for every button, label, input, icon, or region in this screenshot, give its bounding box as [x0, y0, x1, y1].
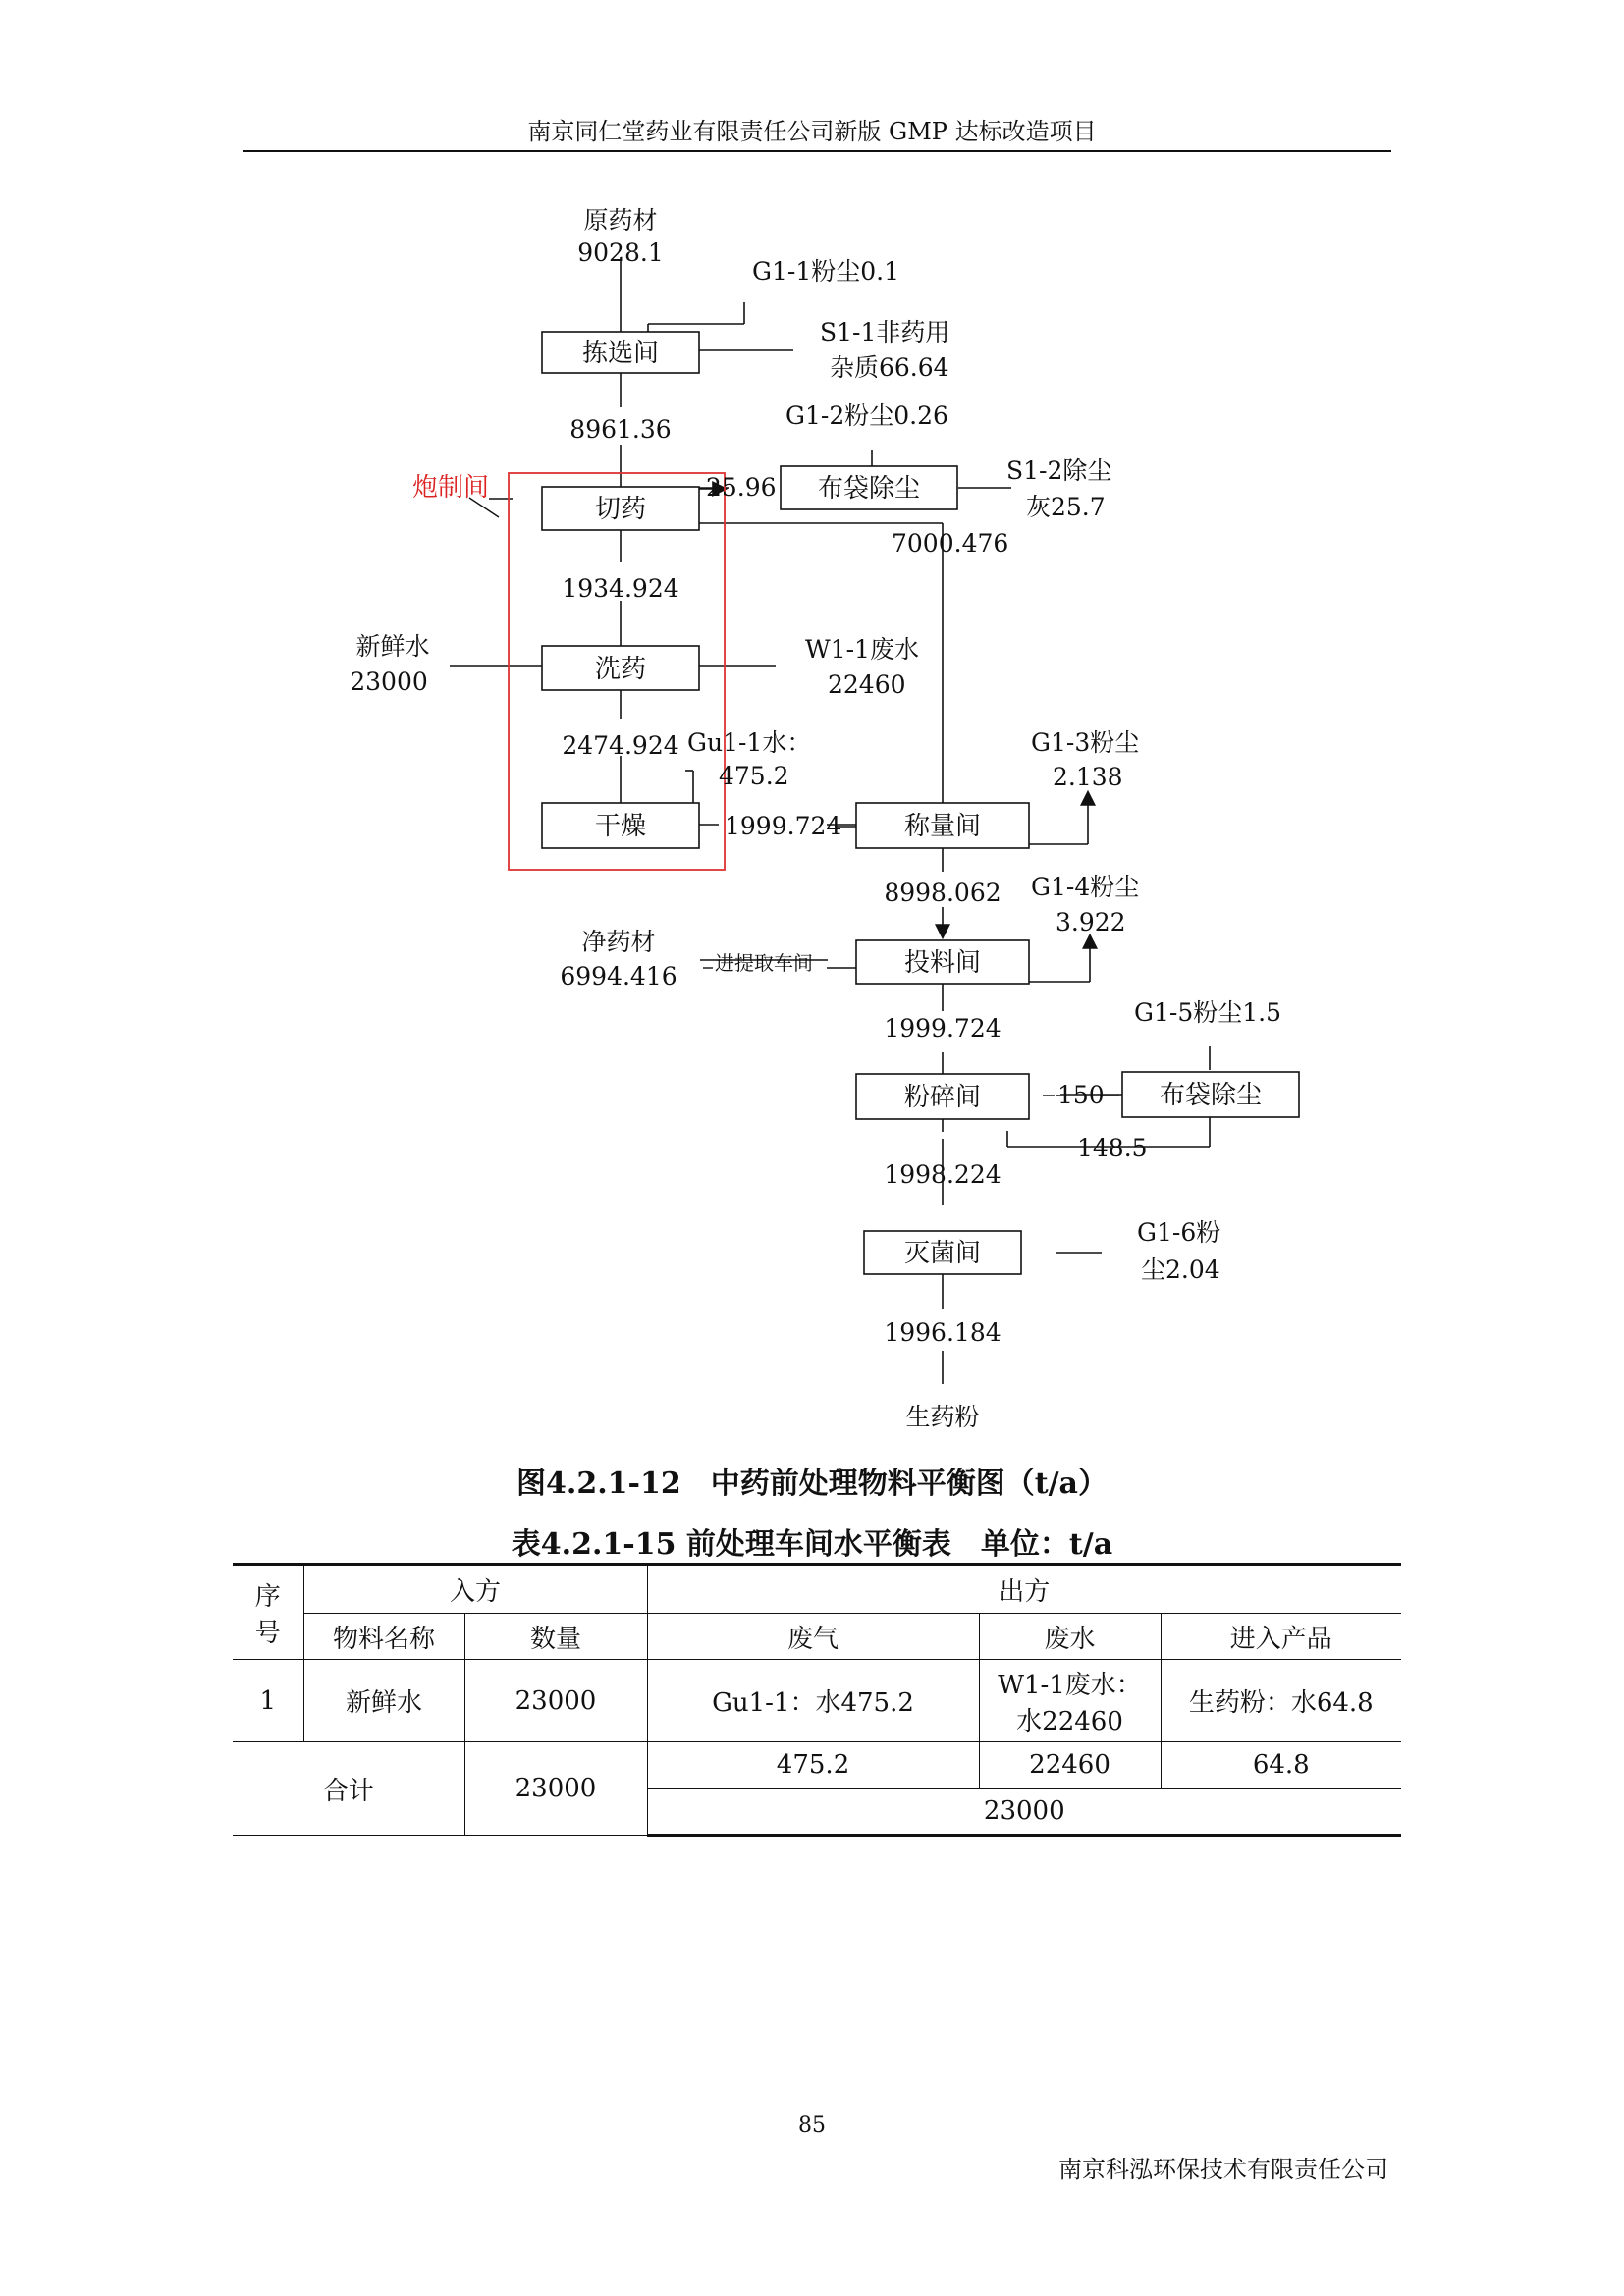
g1-5-label: G1-5粉尘1.5	[1134, 998, 1281, 1027]
clean-herb-label: 净药材	[581, 928, 656, 956]
output-header: 出方	[647, 1565, 1401, 1614]
row1-waste-gas: Gu1-1：水475.2	[647, 1660, 979, 1742]
washing-label: 洗药	[594, 655, 647, 684]
page-number: 85	[798, 2113, 826, 2138]
bag-filter-1-label: 布袋除尘	[817, 474, 921, 504]
total-waste-gas: 475.2	[647, 1742, 979, 1789]
g1-6-line1: G1-6粉	[1137, 1218, 1221, 1247]
fresh-water-label: 新鲜水	[355, 632, 430, 661]
flow-1999-b: 1999.724	[884, 1014, 1001, 1042]
row1-waste-water-cell	[979, 1660, 1161, 1742]
w1-1-line2: 22460	[828, 670, 906, 699]
row1-waste-water-line1: W1-1废水：	[998, 1670, 1142, 1700]
flow-148-5: 148.5	[1077, 1134, 1148, 1162]
flow-25-96: 25.96	[706, 473, 777, 502]
to-extraction-label: 进提取车间	[715, 951, 813, 975]
total-output: 23000	[647, 1789, 1401, 1836]
clean-herb-value: 6994.416	[560, 962, 677, 990]
g1-3-line1: G1-3粉尘	[1031, 728, 1140, 757]
row1-product: 生药粉：水64.8	[1161, 1660, 1401, 1742]
s1-2-line1: S1-2除尘	[1006, 456, 1112, 485]
s1-1-line2: 杂质66.64	[830, 353, 949, 382]
w1-1-line1: W1-1废水	[805, 635, 919, 664]
footer-company: 南京科泓环保技术有限责任公司	[1058, 2156, 1388, 2183]
input-header: 入方	[303, 1565, 647, 1614]
g1-4-line2: 3.922	[1056, 908, 1126, 936]
seq-header-cell	[233, 1565, 303, 1660]
row1-quantity: 23000	[464, 1660, 647, 1742]
flow-1999-a: 1999.724	[725, 812, 842, 840]
seq-header-line2: 号	[254, 1618, 281, 1648]
total-waste-water: 22460	[979, 1742, 1161, 1789]
quantity-header: 数量	[464, 1614, 647, 1660]
g1-2-label: G1-2粉尘0.26	[785, 401, 948, 430]
row1-seq: 1	[233, 1660, 303, 1742]
flow-1998: 1998.224	[884, 1160, 1001, 1189]
g1-3-line2: 2.138	[1053, 763, 1123, 791]
crushing-room-label: 粉碎间	[903, 1083, 982, 1112]
gu1-1-line1: Gu1-1水：	[687, 728, 812, 757]
flow-7000: 7000.476	[892, 529, 1009, 558]
g1-6-line2: 尘2.04	[1141, 1255, 1220, 1284]
row1-waste-water-line2: 水22460	[1016, 1706, 1123, 1736]
flow-8998: 8998.062	[884, 879, 1001, 907]
total-product: 64.8	[1161, 1742, 1401, 1789]
cutting-label: 切药	[594, 495, 647, 524]
seq-header-line1: 序	[254, 1581, 281, 1612]
bag-filter-2-label: 布袋除尘	[1159, 1081, 1263, 1110]
flow-8961: 8961.36	[569, 415, 672, 444]
output-label: 生药粉	[905, 1403, 980, 1431]
total-quantity: 23000	[464, 1742, 647, 1836]
table-caption: 表4.2.1-15 前处理车间水平衡表 单位：t/a	[511, 1527, 1113, 1562]
drying-label: 干燥	[594, 812, 647, 841]
figure-caption: 图4.2.1-12 中药前处理物料平衡图（t/a）	[516, 1467, 1108, 1501]
fresh-water-value: 23000	[350, 667, 428, 696]
water-balance-table	[233, 1563, 1401, 1837]
waste-gas-header: 废气	[647, 1614, 979, 1660]
feeding-room-label: 投料间	[903, 948, 982, 978]
flow-1996: 1996.184	[884, 1318, 1001, 1347]
raw-material-label: 原药材	[583, 206, 658, 235]
sorting-room-label: 拣选间	[581, 339, 660, 368]
g1-1-label: G1-1粉尘0.1	[752, 257, 899, 286]
g1-4-line1: G1-4粉尘	[1031, 873, 1140, 901]
flow-2474: 2474.924	[562, 731, 679, 760]
row1-material: 新鲜水	[303, 1660, 464, 1742]
waste-water-header: 废水	[979, 1614, 1161, 1660]
flow-150: 150	[1057, 1081, 1105, 1109]
s1-1-line1: S1-1非药用	[820, 318, 950, 347]
s1-2-line2: 灰25.7	[1026, 493, 1106, 521]
raw-material-value: 9028.1	[577, 239, 664, 267]
flow-1934: 1934.924	[562, 574, 679, 603]
processing-room-label: 炮制间	[412, 473, 490, 503]
total-label: 合计	[233, 1742, 464, 1836]
weighing-room-label: 称量间	[903, 812, 982, 841]
material-name-header: 物料名称	[303, 1614, 464, 1660]
product-header: 进入产品	[1161, 1614, 1401, 1660]
page-header-title: 南京同仁堂药业有限责任公司新版 GMP 达标改造项目	[527, 118, 1097, 145]
sterilization-room-label: 灭菌间	[903, 1239, 982, 1268]
gu1-1-line2: 475.2	[719, 762, 789, 790]
